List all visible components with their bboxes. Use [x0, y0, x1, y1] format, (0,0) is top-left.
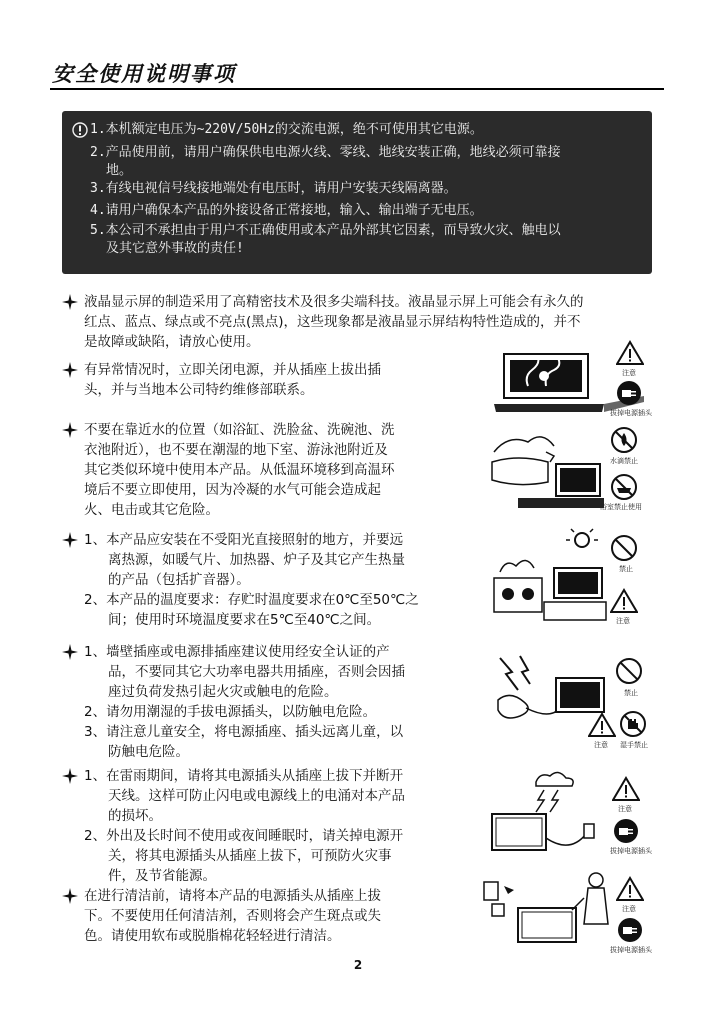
warning-line: 地。 [106, 163, 133, 178]
unplug-caption: 拔掉电源插头 [610, 409, 652, 417]
no-bathroom-caption: 浴室禁止使用 [600, 503, 642, 511]
unplug-caption: 拔掉电源插头 [610, 946, 652, 954]
warning-box [62, 111, 652, 274]
tv-near-water-illustration [488, 422, 608, 512]
caution-caption: 注意 [622, 905, 636, 913]
paragraph-line: 在进行清洁前，请将本产品的电源插头从插座上拔 [84, 888, 381, 904]
paragraph-line: 座过负荷发热引起火灾或触电的危险。 [108, 684, 338, 700]
warning-line: 1.本机额定电压为~220V/50Hz的交流电源，绝不可使用其它电源。 [90, 122, 483, 137]
unplug-caption: 拔掉电源插头 [610, 847, 652, 855]
warning-line: 4.请用户确保本产品的外接设备正常接地，输入、输出端子无电压。 [90, 203, 483, 218]
paragraph-line: 的损坏。 [108, 808, 162, 824]
exclamation-circle-icon [72, 122, 88, 138]
warning-line: 3.有线电视信号线接地端处有电压时，请用户安装天线隔离器。 [90, 181, 457, 196]
paragraph-line: 色。请使用软布或脱脂棉花轻轻进行清洁。 [84, 928, 341, 944]
socket-notice [62, 642, 462, 764]
unplug-icon [613, 818, 639, 844]
no-bathroom-icon [611, 474, 637, 500]
warning-line: 2.产品使用前，请用户确保供电电源火线、零线、地线安装正确，地线必须可靠接 [90, 145, 561, 160]
caution-caption: 注意 [618, 805, 632, 813]
star-bullet-icon [62, 422, 78, 438]
star-bullet-icon [62, 362, 78, 378]
caution-triangle-icon [616, 876, 644, 902]
paragraph-line: 火、电击或其它危险。 [84, 502, 219, 518]
paragraph-line: 1、在雷雨期间，请将其电源插头从插座上拔下并断开 [84, 768, 404, 784]
star-bullet-icon [62, 768, 78, 784]
heat-notice [62, 530, 462, 632]
paragraph-line: 1、墙壁插座或电源排插座建议使用经安全认证的产 [84, 644, 390, 660]
paragraph-line: 离热源，如暖气片、加热器、炉子及其它产生热量 [108, 552, 405, 568]
warning-line: 及其它意外事故的责任! [106, 241, 244, 256]
paragraph-line: 其它类似环境中使用本产品。从低温环境移到高温环 [84, 462, 395, 478]
thunderstorm-notice [62, 766, 462, 888]
page-title: 安全使用说明事项 [52, 61, 236, 86]
no-water-caption: 水滴禁止 [610, 457, 638, 465]
paragraph-line: 有异常情况时，立即关闭电源，并从插座上拔出插 [84, 362, 381, 378]
warning-line: 5.本公司不承担由于用户不正确使用或本产品外部其它因素，而导致火灾、触电以 [90, 223, 561, 238]
no-wet-hands-caption: 湿手禁止 [620, 741, 648, 749]
paragraph-line: 头，并与当地本公司特约维修部联系。 [84, 382, 314, 398]
paragraph-line: 3、请注意儿童安全，将电源插座、插头远离儿童，以 [84, 724, 404, 740]
paragraph-line: 关，将其电源插头从插座上拔下，可预防火灾事 [108, 848, 392, 864]
caution-triangle-icon [588, 712, 616, 738]
paragraph-line: 件，及节省能源。 [108, 868, 216, 884]
no-water-icon [611, 427, 637, 453]
no-wet-hands-icon [620, 711, 646, 737]
star-bullet-icon [62, 888, 78, 904]
star-bullet-icon [62, 644, 78, 660]
paragraph-line: 防触电危险。 [108, 744, 189, 760]
caution-caption: 注意 [594, 741, 608, 749]
paragraph-line: 境后不要立即使用，因为冷凝的水气可能会造成起 [84, 482, 381, 498]
water-notice [62, 420, 462, 522]
star-bullet-icon [62, 294, 78, 310]
paragraph-line: 红点、蓝点、绿点或不亮点(黑点)，这些现象都是液晶显示屏结构特性造成的，并不 [84, 314, 581, 330]
tv-lightning-illustration [486, 768, 608, 858]
prohibit-icon [611, 535, 637, 561]
unplug-icon [616, 380, 642, 406]
paragraph-line: 1、本产品应安装在不受阳光直接照射的地方，并要远 [84, 532, 404, 548]
abnormal-notice [62, 360, 462, 402]
tv-sun-heater-illustration [486, 528, 608, 624]
paragraph-line: 品，不要同其它大功率电器共用插座，否则会因插 [108, 664, 405, 680]
caution-triangle-icon [616, 340, 644, 366]
paragraph-line: 下。不要使用任何清洁剂，否则将会产生斑点或失 [84, 908, 381, 924]
caution-caption: 注意 [622, 369, 636, 377]
paragraph-line: 2、本产品的温度要求：存贮时温度要求在0℃至50℃之 [84, 592, 419, 608]
paragraph-line: 液晶显示屏的制造采用了高精密技术及很多尖端科技。液晶显示屏上可能会有永久的 [84, 294, 584, 310]
caution-triangle-icon [610, 588, 638, 614]
paragraph-line: 不要在靠近水的位置（如浴缸、洗脸盆、洗碗池、洗 [84, 422, 395, 438]
paragraph-line: 2、外出及长时间不使用或夜间睡眠时，请关掉电源开 [84, 828, 404, 844]
paragraph-line: 是故障或缺陷，请放心使用。 [84, 334, 260, 350]
prohibit-icon [616, 658, 642, 684]
prohibit-caption: 禁止 [619, 565, 633, 573]
paragraph-line: 衣池附近），也不要在潮湿的地下室、游泳池附近及 [84, 442, 388, 458]
paragraph-line: 天线。这样可防止闪电或电源线上的电涌对本产品 [108, 788, 405, 804]
paragraph-line: 间；使用时环境温度要求在5℃至40℃之间。 [108, 612, 381, 628]
star-bullet-icon [62, 532, 78, 548]
prohibit-caption: 禁止 [624, 689, 638, 697]
unplug-icon [617, 917, 643, 943]
paragraph-line: 的产品（包括扩音器）。 [108, 572, 250, 588]
paragraph-line: 2、请勿用潮湿的手拔电源插头，以防触电危险。 [84, 704, 377, 720]
cleaning-tv-illustration [480, 868, 612, 948]
cleaning-notice [62, 886, 462, 948]
caution-caption: 注意 [616, 617, 630, 625]
caution-triangle-icon [612, 776, 640, 802]
title-rule [50, 88, 664, 90]
page-number: 2 [353, 958, 363, 972]
